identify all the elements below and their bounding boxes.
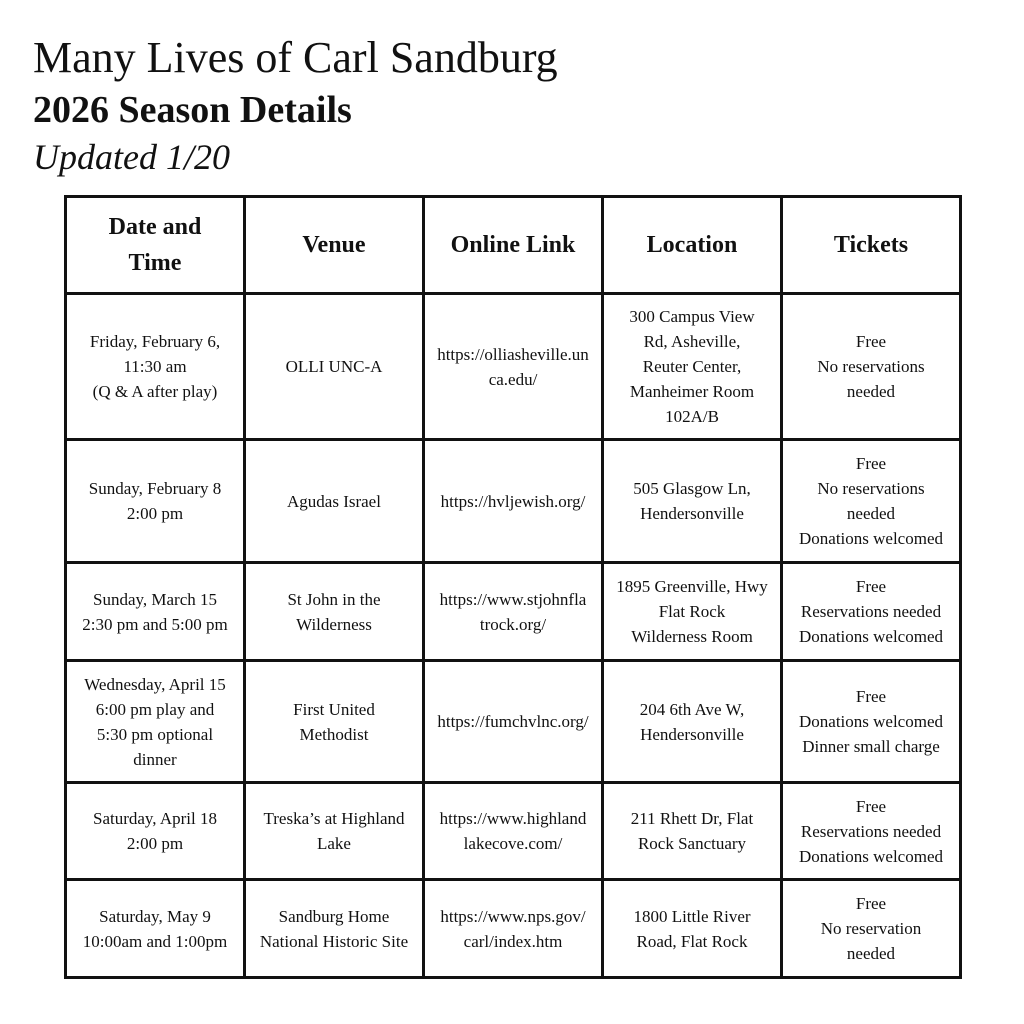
cell-online-link[interactable] bbox=[424, 440, 603, 563]
cell-online-link-line[interactable]: https://fumchvlnc.org/ bbox=[437, 712, 589, 731]
table-row bbox=[66, 563, 961, 661]
cell-location-line: Rd, Asheville, bbox=[643, 332, 741, 351]
cell-location-line: Hendersonville bbox=[640, 504, 744, 523]
cell-location-line: 1800 Little River bbox=[633, 906, 751, 926]
cell-venue bbox=[245, 563, 424, 661]
cell-online-link-line[interactable]: https://hvljewish.org/ bbox=[440, 491, 586, 511]
cell-online-link[interactable] bbox=[424, 880, 603, 978]
cell-tickets-line: Reservations needed bbox=[800, 602, 942, 621]
cell-location bbox=[603, 440, 782, 563]
cell-date-time-line: 2:30 pm and 5:00 pm bbox=[82, 614, 228, 634]
cell-date-time-line: (Q & A after play) bbox=[92, 382, 218, 401]
page-header bbox=[33, 30, 558, 180]
cell-date-time-line: 6:00 pm play and bbox=[95, 699, 215, 719]
table-row bbox=[66, 661, 961, 783]
cell-online-link[interactable] bbox=[424, 783, 603, 880]
cell-venue-line: National Historic Site bbox=[259, 931, 409, 951]
cell-tickets-line: Reservations needed bbox=[800, 821, 942, 841]
table-row bbox=[66, 880, 961, 978]
cell-location-line: 204 6th Ave W, bbox=[639, 699, 745, 719]
cell-location-line: 505 Glasgow Ln, bbox=[633, 479, 751, 498]
header-date-time: Date and Time bbox=[66, 197, 245, 294]
cell-tickets-line: Free bbox=[855, 894, 887, 913]
cell-venue-line: Methodist bbox=[299, 724, 369, 744]
cell-online-link[interactable] bbox=[424, 661, 603, 783]
cell-venue-line: Sandburg Home bbox=[278, 906, 390, 926]
cell-date-time-line: Wednesday, April 15 bbox=[84, 674, 226, 694]
cell-tickets-line: Donations welcomed bbox=[799, 846, 943, 866]
cell-online-link-line[interactable]: trock.org/ bbox=[479, 614, 547, 634]
cell-online-link[interactable] bbox=[424, 563, 603, 661]
cell-tickets-line: Free bbox=[855, 332, 887, 351]
header-tickets: Tickets bbox=[782, 197, 961, 294]
header-online-link: Online Link bbox=[424, 197, 603, 294]
cell-location bbox=[603, 880, 782, 978]
cell-date-time bbox=[66, 563, 245, 661]
cell-online-link-line[interactable]: lakecove.com/ bbox=[463, 834, 563, 853]
header-venue: Venue bbox=[245, 197, 424, 294]
cell-date-time bbox=[66, 783, 245, 880]
cell-tickets bbox=[782, 880, 961, 978]
cell-tickets-line: Donations welcomed bbox=[799, 627, 943, 646]
cell-location bbox=[603, 563, 782, 661]
cell-location-line: 102A/B bbox=[665, 407, 719, 426]
cell-venue-line: Agudas Israel bbox=[287, 491, 381, 511]
page-title: Many Lives of Carl Sandburg bbox=[33, 33, 558, 82]
cell-online-link-line[interactable]: https://www.stjohnfla bbox=[439, 589, 587, 609]
cell-tickets-line: needed bbox=[846, 504, 896, 523]
cell-location-line: Hendersonville bbox=[640, 724, 744, 744]
season-subtitle: 2026 Season Details bbox=[33, 89, 352, 131]
cell-venue bbox=[245, 661, 424, 783]
cell-venue-line: Treska’s at Highland bbox=[263, 809, 405, 828]
cell-date-time-line: Sunday, March 15 bbox=[92, 589, 217, 609]
cell-date-time bbox=[66, 294, 245, 440]
cell-online-link-line[interactable]: ca.edu/ bbox=[488, 369, 538, 389]
cell-location-line: Rock Sanctuary bbox=[637, 834, 747, 853]
cell-location-line: Road, Flat Rock bbox=[636, 931, 748, 951]
cell-online-link-line[interactable]: https://olliasheville.un bbox=[437, 344, 589, 364]
cell-date-time-line: Sunday, February 8 bbox=[88, 479, 222, 498]
cell-location-line: Wilderness Room bbox=[631, 627, 753, 646]
cell-tickets-line: Dinner small charge bbox=[802, 737, 940, 756]
cell-date-time-line: dinner bbox=[133, 749, 177, 769]
table-row bbox=[66, 783, 961, 880]
cell-online-link-line[interactable]: carl/index.htm bbox=[463, 931, 563, 951]
schedule-table bbox=[64, 195, 962, 979]
cell-online-link-line[interactable]: https://www.highland bbox=[439, 809, 587, 828]
cell-online-link-line[interactable]: https://www.nps.gov/ bbox=[440, 906, 586, 926]
cell-date-time-line: Saturday, May 9 bbox=[99, 906, 211, 926]
cell-online-link[interactable] bbox=[424, 294, 603, 440]
cell-tickets-line: Free bbox=[855, 454, 887, 473]
cell-venue-line: OLLI UNC-A bbox=[285, 357, 383, 376]
cell-location-line: Flat Rock bbox=[658, 602, 726, 621]
cell-tickets bbox=[782, 661, 961, 783]
cell-location bbox=[603, 661, 782, 783]
cell-tickets-line: needed bbox=[846, 944, 896, 963]
cell-date-time-line: Saturday, April 18 bbox=[92, 809, 218, 828]
cell-venue bbox=[245, 294, 424, 440]
cell-date-time bbox=[66, 661, 245, 783]
cell-venue-line: Lake bbox=[317, 834, 351, 853]
cell-tickets bbox=[782, 563, 961, 661]
updated-date: Updated 1/20 bbox=[33, 137, 230, 177]
cell-venue bbox=[245, 880, 424, 978]
cell-tickets-line: Donations welcomed bbox=[799, 712, 943, 731]
cell-tickets-line: Free bbox=[855, 687, 887, 706]
cell-date-time-line: Friday, February 6, bbox=[89, 332, 221, 351]
cell-date-time-line: 10:00am and 1:00pm bbox=[82, 931, 228, 951]
cell-location bbox=[603, 783, 782, 880]
cell-location-line: 1895 Greenville, Hwy bbox=[616, 577, 768, 596]
table-row bbox=[66, 440, 961, 563]
cell-date-time-line: 2:00 pm bbox=[126, 504, 184, 523]
cell-tickets-line: No reservations bbox=[817, 357, 925, 376]
cell-date-time-line: 5:30 pm optional bbox=[96, 724, 214, 744]
cell-location-line: 300 Campus View bbox=[629, 307, 755, 326]
cell-date-time bbox=[66, 880, 245, 978]
cell-date-time-line: 2:00 pm bbox=[126, 834, 184, 853]
cell-tickets-line: Free bbox=[855, 796, 887, 816]
cell-tickets-line: needed bbox=[846, 382, 896, 401]
cell-date-time bbox=[66, 440, 245, 563]
cell-tickets-line: Donations welcomed bbox=[799, 529, 943, 548]
cell-tickets bbox=[782, 440, 961, 563]
table-header-row bbox=[66, 197, 961, 294]
header-location: Location bbox=[603, 197, 782, 294]
cell-venue-line: St John in the bbox=[287, 589, 381, 609]
cell-tickets-line: No reservation bbox=[820, 919, 922, 938]
cell-tickets-line: Free bbox=[855, 577, 887, 596]
cell-location bbox=[603, 294, 782, 440]
cell-date-time-line: 11:30 am bbox=[123, 357, 187, 376]
cell-location-line: Manheimer Room bbox=[629, 382, 755, 401]
cell-venue-line: First United bbox=[293, 699, 375, 719]
cell-location-line: Reuter Center, bbox=[642, 357, 742, 376]
cell-tickets bbox=[782, 783, 961, 880]
cell-venue bbox=[245, 440, 424, 563]
cell-venue bbox=[245, 783, 424, 880]
cell-venue-line: Wilderness bbox=[296, 614, 372, 634]
cell-tickets-line: No reservations bbox=[817, 479, 925, 498]
table-row bbox=[66, 294, 961, 440]
cell-tickets bbox=[782, 294, 961, 440]
cell-location-line: 211 Rhett Dr, Flat bbox=[630, 809, 754, 828]
